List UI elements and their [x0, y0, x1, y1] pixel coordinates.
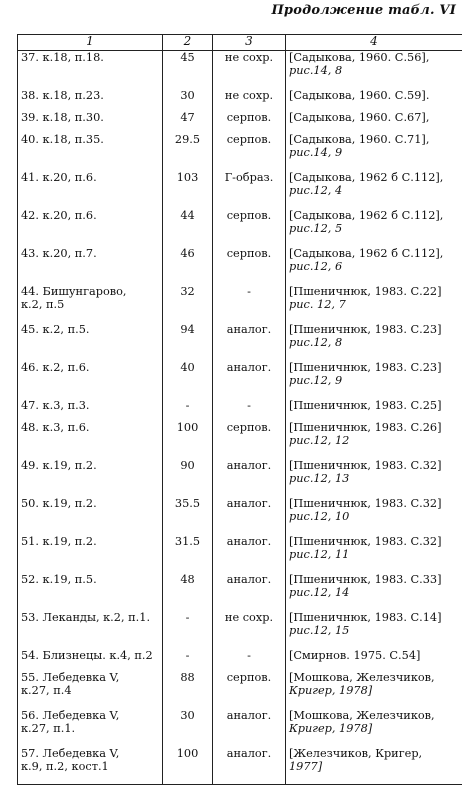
reference-cell-line: рис.12, 11	[289, 548, 459, 561]
reference-cell	[286, 747, 462, 785]
table-row	[18, 649, 462, 671]
reference-cell-line: [Смирнов. 1975. С.54]	[289, 649, 459, 662]
site-cell	[18, 247, 163, 285]
size-cell: 30	[163, 709, 213, 747]
reference-cell-line: 1977]	[289, 760, 459, 773]
reference-cell	[286, 111, 462, 133]
reference-cell-line: [Пшеничнюк, 1983. С.33]	[289, 573, 459, 586]
reference-cell	[286, 399, 462, 421]
size-cell: -	[163, 649, 213, 671]
shape-cell: Г-образ.	[213, 171, 286, 209]
site-cell-line: 51. к.19, п.2.	[21, 535, 159, 548]
reference-cell-line: рис.14, 9	[289, 146, 459, 159]
reference-cell-line: [Садыкова, 1962 б С.112],	[289, 171, 459, 184]
site-cell-line: 55. Лебедевка V,	[21, 671, 159, 684]
reference-cell-line: [Садыкова, 1960. С.59].	[289, 89, 459, 102]
data-table	[17, 34, 462, 785]
reference-cell	[286, 671, 462, 709]
shape-cell: серпов.	[213, 247, 286, 285]
shape-cell: аналог.	[213, 323, 286, 361]
table-row	[18, 209, 462, 247]
reference-cell-line: рис.12, 12	[289, 434, 459, 447]
site-cell	[18, 573, 163, 611]
reference-cell-line: рис.12, 4	[289, 184, 459, 197]
site-cell-line: 48. к.3, п.6.	[21, 421, 159, 434]
reference-cell	[286, 89, 462, 111]
table-row	[18, 535, 462, 573]
site-cell-line: 41. к.20, п.6.	[21, 171, 159, 184]
reference-cell-line: Кригер, 1978]	[289, 684, 459, 697]
site-cell	[18, 535, 163, 573]
site-cell-line: 43. к.20, п.7.	[21, 247, 159, 260]
reference-cell-line: [Мошкова, Железчиков,	[289, 671, 459, 684]
size-cell: 46	[163, 247, 213, 285]
reference-cell-line: [Пшеничнюк, 1983. С.25]	[289, 399, 459, 412]
size-cell: -	[163, 399, 213, 421]
reference-cell	[286, 459, 462, 497]
table-row	[18, 611, 462, 649]
shape-cell: аналог.	[213, 497, 286, 535]
shape-cell: серпов.	[213, 671, 286, 709]
column-header-1: 1	[18, 35, 163, 51]
reference-cell	[286, 323, 462, 361]
table-row	[18, 247, 462, 285]
shape-cell: серпов.	[213, 421, 286, 459]
shape-cell: серпов.	[213, 111, 286, 133]
site-cell	[18, 361, 163, 399]
site-cell-line: 39. к.18, п.30.	[21, 111, 159, 124]
reference-cell-line: [Садыкова, 1960. С.71],	[289, 133, 459, 146]
reference-cell-line: рис.12, 9	[289, 374, 459, 387]
shape-cell: не сохр.	[213, 611, 286, 649]
table-row	[18, 671, 462, 709]
shape-cell: серпов.	[213, 209, 286, 247]
site-cell	[18, 209, 163, 247]
size-cell: 100	[163, 421, 213, 459]
site-cell	[18, 747, 163, 785]
site-cell-line: к.2, п.5	[21, 298, 159, 311]
table-row	[18, 171, 462, 209]
size-cell: 35.5	[163, 497, 213, 535]
reference-cell-line: [Пшеничнюк, 1983. С.32]	[289, 459, 459, 472]
shape-cell: -	[213, 399, 286, 421]
reference-cell	[286, 285, 462, 323]
reference-cell-line: рис.12, 5	[289, 222, 459, 235]
table-row	[18, 709, 462, 747]
site-cell-line: 37. к.18, п.18.	[21, 51, 159, 64]
reference-cell-line: рис.12, 6	[289, 260, 459, 273]
shape-cell: -	[213, 285, 286, 323]
reference-cell-line: [Пшеничнюк, 1983. С.26]	[289, 421, 459, 434]
table-row	[18, 323, 462, 361]
shape-cell: не сохр.	[213, 51, 286, 89]
reference-cell-line: [Пшеничнюк, 1983. С.32]	[289, 535, 459, 548]
site-cell	[18, 111, 163, 133]
size-cell: 90	[163, 459, 213, 497]
shape-cell: аналог.	[213, 573, 286, 611]
size-cell: 32	[163, 285, 213, 323]
table-row	[18, 459, 462, 497]
size-cell: 45	[163, 51, 213, 89]
table-caption: Продолжение табл. VI	[271, 3, 456, 18]
reference-cell-line: [Мошкова, Железчиков,	[289, 709, 459, 722]
reference-cell-line: [Железчиков, Кригер,	[289, 747, 459, 760]
site-cell	[18, 323, 163, 361]
site-cell	[18, 611, 163, 649]
size-cell: -	[163, 611, 213, 649]
size-cell: 88	[163, 671, 213, 709]
reference-cell	[286, 247, 462, 285]
site-cell	[18, 421, 163, 459]
reference-cell	[286, 535, 462, 573]
column-header-4: 4	[286, 35, 462, 51]
reference-cell-line: [Садыкова, 1960. С.67],	[289, 111, 459, 124]
table-row	[18, 111, 462, 133]
reference-cell-line: [Садыкова, 1960. С.56],	[289, 51, 459, 64]
table-body	[18, 51, 462, 785]
shape-cell: аналог.	[213, 535, 286, 573]
reference-cell-line: рис.12, 10	[289, 510, 459, 523]
site-cell	[18, 285, 163, 323]
site-cell-line: 57. Лебедевка V,	[21, 747, 159, 760]
table-row	[18, 361, 462, 399]
site-cell	[18, 89, 163, 111]
site-cell-line: 53. Леканды, к.2, п.1.	[21, 611, 159, 624]
reference-cell-line: [Пшеничнюк, 1983. С.23]	[289, 323, 459, 336]
size-cell: 103	[163, 171, 213, 209]
site-cell-line: к.27, п.4	[21, 684, 159, 697]
table-row	[18, 51, 462, 89]
shape-cell: серпов.	[213, 133, 286, 171]
reference-cell	[286, 51, 462, 89]
reference-cell	[286, 497, 462, 535]
site-cell-line: к.27, п.1.	[21, 722, 159, 735]
size-cell: 48	[163, 573, 213, 611]
reference-cell	[286, 133, 462, 171]
size-cell: 94	[163, 323, 213, 361]
table-row	[18, 421, 462, 459]
size-cell: 40	[163, 361, 213, 399]
site-cell-line: 40. к.18, п.35.	[21, 133, 159, 146]
shape-cell: не сохр.	[213, 89, 286, 111]
size-cell: 44	[163, 209, 213, 247]
column-header-2: 2	[163, 35, 213, 51]
reference-cell-line: рис.12, 15	[289, 624, 459, 637]
shape-cell: аналог.	[213, 747, 286, 785]
site-cell	[18, 709, 163, 747]
site-cell-line: 50. к.19, п.2.	[21, 497, 159, 510]
reference-cell-line: рис.12, 8	[289, 336, 459, 349]
table-row	[18, 285, 462, 323]
site-cell-line: 49. к.19, п.2.	[21, 459, 159, 472]
column-header-3: 3	[213, 35, 286, 51]
size-cell: 100	[163, 747, 213, 785]
reference-cell	[286, 573, 462, 611]
reference-cell	[286, 649, 462, 671]
table-row	[18, 497, 462, 535]
site-cell	[18, 51, 163, 89]
site-cell	[18, 671, 163, 709]
site-cell	[18, 399, 163, 421]
reference-cell-line: рис.14, 8	[289, 64, 459, 77]
shape-cell: аналог.	[213, 709, 286, 747]
reference-cell-line: рис.12, 14	[289, 586, 459, 599]
site-cell-line: 56. Лебедевка V,	[21, 709, 159, 722]
shape-cell: аналог.	[213, 459, 286, 497]
reference-cell-line: [Пшеничнюк, 1983. С.14]	[289, 611, 459, 624]
reference-cell-line: [Пшеничнюк, 1983. С.22]	[289, 285, 459, 298]
reference-cell-line: [Садыкова, 1962 б С.112],	[289, 209, 459, 222]
site-cell-line: 46. к.2, п.6.	[21, 361, 159, 374]
reference-cell	[286, 709, 462, 747]
shape-cell: аналог.	[213, 361, 286, 399]
site-cell	[18, 133, 163, 171]
site-cell-line: 45. к.2, п.5.	[21, 323, 159, 336]
site-cell-line: 47. к.3, п.3.	[21, 399, 159, 412]
reference-cell-line: [Садыкова, 1962 б С.112],	[289, 247, 459, 260]
table-row	[18, 89, 462, 111]
site-cell	[18, 497, 163, 535]
size-cell: 31.5	[163, 535, 213, 573]
site-cell-line: 54. Близнецы. к.4, п.2	[21, 649, 159, 662]
reference-cell	[286, 171, 462, 209]
site-cell-line: 52. к.19, п.5.	[21, 573, 159, 586]
site-cell-line: к.9, п.2, кост.1	[21, 760, 159, 773]
reference-cell	[286, 361, 462, 399]
reference-cell-line: [Пшеничнюк, 1983. С.23]	[289, 361, 459, 374]
reference-cell-line: Кригер, 1978]	[289, 722, 459, 735]
site-cell	[18, 171, 163, 209]
header-row	[18, 35, 462, 51]
table-row	[18, 573, 462, 611]
reference-cell	[286, 209, 462, 247]
shape-cell: -	[213, 649, 286, 671]
site-cell	[18, 459, 163, 497]
reference-cell-line: рис.12, 13	[289, 472, 459, 485]
table-row	[18, 399, 462, 421]
site-cell-line: 38. к.18, п.23.	[21, 89, 159, 102]
size-cell: 29.5	[163, 133, 213, 171]
size-cell: 30	[163, 89, 213, 111]
site-cell-line: 42. к.20, п.6.	[21, 209, 159, 222]
site-cell-line: 44. Бишунгарово,	[21, 285, 159, 298]
table-row	[18, 747, 462, 785]
reference-cell	[286, 421, 462, 459]
site-cell	[18, 649, 163, 671]
reference-cell-line: рис. 12, 7	[289, 298, 459, 311]
size-cell: 47	[163, 111, 213, 133]
reference-cell	[286, 611, 462, 649]
table-row	[18, 133, 462, 171]
reference-cell-line: [Пшеничнюк, 1983. С.32]	[289, 497, 459, 510]
